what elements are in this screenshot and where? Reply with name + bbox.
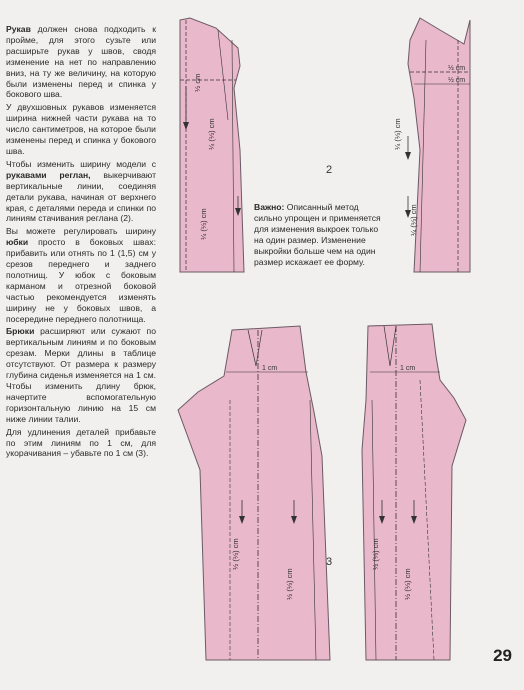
raglan-right-pattern <box>393 18 470 272</box>
trousers-right-cm: 1 cm <box>400 365 416 372</box>
paragraph-text: должен снова подходить к пройме, для этого сузьте или расширьте рукав у швов, сводя изменение на нет по направлению вниз, на ту же величину, на которую были изменены перед и спинка у бокового шва. <box>6 24 156 100</box>
trousers-left-shape <box>178 326 333 660</box>
trousers-right-pattern <box>362 324 466 660</box>
paragraph-text: расширяют или сужают по вертикальным линиям и по боковым срезам. Мерки длины в таблице отсутствуют. От размера к размеру глубина сиденья изменяется на 1 см. Чтобы изменить длину брюк, начертите вспомогательную горизонтальную линию на 15 см ниже линии талии. <box>6 326 156 424</box>
trousers-right-low: ½ (⅓) cm <box>403 568 412 600</box>
figure-2-label: 2 <box>326 164 333 176</box>
trousers-left-cm: 1 cm <box>262 365 278 372</box>
paragraph-lead-plain: Вы можете регулировать ширину <box>6 226 156 237</box>
paragraph-text: Для удлинения деталей прибавьте по этим линиям по 1 см, для укорачивания – убавьте по 1 см (3). <box>6 426 156 459</box>
sleeve-right-quarter: ¼ (⅓) cm <box>393 118 402 150</box>
note-text: Описанный метод сильно упрощен и применяется для изменения выкроек только на один размер. Изменение выкройки больше чем на один размер искажает ее форму. <box>254 202 381 267</box>
trousers-left-mid: ½ (⅓) cm <box>231 538 240 570</box>
paragraph-lead: рукавами реглан, <box>6 169 91 180</box>
page-number: 29 <box>493 646 512 665</box>
paragraph-text: просто в боковых швах: прибавить или отнять по 1 (1,5) см у срезов переднего и заднего полотнищ. У юбок с боковым карманом и отрезной боковой частью рекомендуется изменять ширину не у боковых швов, а посередине переднего полотнища. <box>6 237 156 324</box>
sleeve-right-bottom: ¼ (⅓) cm <box>409 204 418 236</box>
paragraph-lead: Брюки <box>6 326 35 337</box>
paragraph-text: выкерчивают вертикальные линии, соединяя детали рукава, начиная от верхнего края, с деталями переда и спинки по линиям стачивания реглана (2). <box>6 169 157 224</box>
raglan-left-pattern <box>180 18 244 272</box>
sleeve-right-half-cm: ½ cm <box>448 65 466 72</box>
figure-3-label: 3 <box>326 556 333 568</box>
trousers-right-shape <box>362 324 466 660</box>
sleeve-left-quarter: ¼ (⅓) cm <box>207 118 216 150</box>
paragraph-lead: юбки <box>6 237 29 248</box>
sleeve-left-half-cm: ½ cm <box>193 73 202 92</box>
trousers-right-mid: ½ (⅓) cm <box>371 538 380 570</box>
paragraph-lead-plain: Чтобы изменить ширину модели с <box>6 158 156 169</box>
note-lead: Важно: <box>254 202 285 212</box>
sleeve-right-half-cm-2: ½ cm <box>448 77 466 84</box>
sleeve-left-bottom: ¼ (⅓) cm <box>199 208 208 240</box>
trousers-left-low: ½ (⅓) cm <box>285 568 294 600</box>
paragraph-lead: Рукав <box>6 24 31 34</box>
trousers-left-pattern <box>178 326 333 660</box>
paragraph-text: У двухшовных рукавов изменяется ширина нижней части рукава на то число сантиметров, на которое были изменены перед и спинка у бокового шва. <box>6 102 156 156</box>
